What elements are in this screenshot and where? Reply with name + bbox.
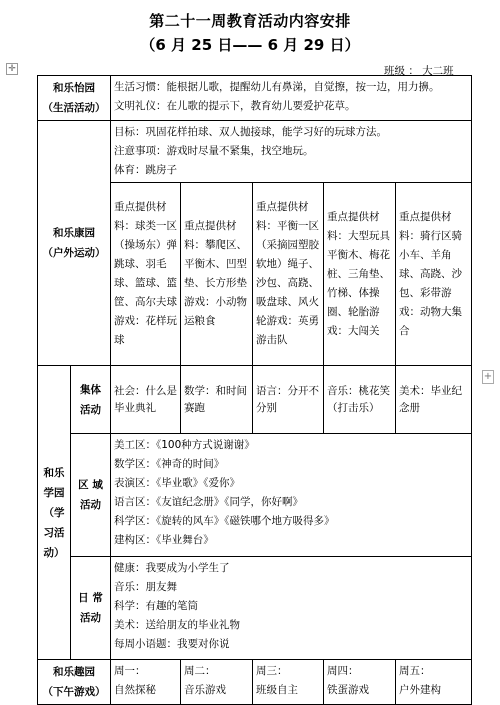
games-day: 周三： <box>256 665 288 677</box>
life-header <box>38 76 111 121</box>
collective-label <box>71 366 111 434</box>
life-row <box>38 76 472 121</box>
daily-item: 音乐：朋友舞 <box>114 581 177 593</box>
games-day-cell <box>253 660 324 705</box>
outdoor-sub: （户外运动） <box>42 247 106 259</box>
outdoor-row-top <box>38 121 472 183</box>
study-name-line: 习活 <box>43 526 65 539</box>
life-name: 和乐怡园 <box>53 82 95 94</box>
games-day: 周一： <box>114 665 146 677</box>
collective-label-line: 集体 <box>80 383 101 396</box>
games-day-cell <box>111 660 181 705</box>
daily-label-line: 活动 <box>80 612 101 624</box>
study-name-line: （学 <box>43 506 65 519</box>
region-item: 科学区：《旋转的风车》《磁铁哪个地方吸得多》 <box>114 515 335 527</box>
games-day: 周四： <box>327 665 359 677</box>
outdoor-pe: 体育：跳房子 <box>114 164 177 176</box>
region-label-line: 区 域 <box>78 479 103 491</box>
study-name-line: 和乐 <box>43 466 65 479</box>
games-activity: 铁蛋游戏 <box>327 684 369 696</box>
life-line: 文明礼仪：在儿歌的提示下，教育幼儿要爱护花草。 <box>114 100 356 112</box>
collective-item: 社会：什么是毕业典礼 <box>111 366 181 434</box>
daily-label <box>71 557 111 660</box>
games-day: 周五： <box>399 665 431 677</box>
outdoor-area: 重点提供材料：球类一区（操场东）弹跳球、羽毛球、篮球、篮筐、高尔夫球游戏：花样玩球 <box>111 183 181 366</box>
schedule-table <box>37 75 472 705</box>
region-item: 语言区：《友谊纪念册》《同学，你好啊》 <box>114 496 303 508</box>
games-day-cell <box>396 660 472 705</box>
region-label-line: 活动 <box>80 499 101 511</box>
region-content <box>111 434 472 557</box>
study-name-line: 动） <box>43 546 65 559</box>
outdoor-area: 重点提供材料：攀爬区、平衡木、凹型垫、长方形垫游戏：小动物运粮食 <box>181 183 253 366</box>
study-name-line: 学园 <box>43 486 65 499</box>
games-row <box>38 660 472 705</box>
add-column-icon[interactable]: + <box>483 371 493 382</box>
games-day: 周二： <box>184 665 216 677</box>
collective-item: 数学：和时间赛跑 <box>181 366 253 434</box>
daily-item: 科学：有趣的笔筒 <box>114 600 198 612</box>
games-activity: 自然探秘 <box>114 684 156 696</box>
outdoor-area: 重点提供材料：骑行区骑小车、羊角球、高跷、沙包、彩带游戏：动物大集合 <box>396 183 472 366</box>
games-header <box>38 660 111 705</box>
daily-content <box>111 557 472 660</box>
collective-item: 美术：毕业纪念册 <box>396 366 472 434</box>
date-range: （6 月 25 日—— 6 月 29 日） <box>140 36 360 54</box>
study-header <box>38 366 71 660</box>
games-name: 和乐趣园 <box>53 666 95 678</box>
collective-row <box>38 366 472 434</box>
region-row <box>38 434 472 557</box>
games-day-cell <box>181 660 253 705</box>
games-day-cell <box>324 660 396 705</box>
collective-item: 音乐：桃花笑（打击乐） <box>324 366 396 434</box>
outdoor-goal: 目标：巩固花样拍球、双人抛接球，能学习好的玩球方法。 <box>114 126 387 138</box>
region-item: 数学区：《神奇的时间》 <box>114 458 225 470</box>
games-activity: 班级自主 <box>256 684 298 696</box>
outdoor-header <box>38 121 111 366</box>
games-activity: 户外建构 <box>399 684 441 696</box>
table-move-handle-icon[interactable]: ✛ <box>6 63 18 75</box>
games-activity: 音乐游戏 <box>184 684 226 696</box>
class-info: 班级 ： 大二班 <box>384 65 454 77</box>
region-item: 美工区：《100种方式说谢谢》 <box>114 439 255 451</box>
outdoor-note: 注意事项：游戏时尽量不紧集，找空地玩。 <box>114 145 314 157</box>
daily-row <box>38 557 472 660</box>
daily-label-line: 日 常 <box>78 592 103 604</box>
daily-item: 美术：送给朋友的毕业礼物 <box>114 619 240 631</box>
outdoor-area: 重点提供材料：大型玩具平衡木、梅花桩、三角垫、竹梯、体操圈、轮胎游戏：大闯关 <box>324 183 396 366</box>
life-line: 生活习惯：能根据儿歌，提醒幼儿有鼻涕，自觉擦，按一边，用力擤。 <box>114 81 440 93</box>
region-item: 表演区：《毕业歌》《爱你》 <box>114 477 240 489</box>
collective-item: 语言：分开不分别 <box>253 366 324 434</box>
daily-item: 健康：我要成为小学生了 <box>114 562 230 574</box>
outdoor-goals <box>111 121 472 183</box>
life-content <box>111 76 472 121</box>
region-label <box>71 434 111 557</box>
region-item: 建构区：《毕业舞台》 <box>114 534 214 546</box>
daily-item: 每周小语题：我要对你说 <box>114 638 230 650</box>
life-sub: （生活活动） <box>42 102 106 114</box>
games-sub: （下午游戏） <box>42 686 106 698</box>
page-title: 第二十一周教育活动内容安排 <box>149 12 351 30</box>
collective-label-line: 活动 <box>80 403 101 416</box>
outdoor-area: 重点提供材料：平衡一区（采摘园塑胶软地）绳子、沙包、高跷、吸盘球、风火轮游戏：英勇游击队 <box>253 183 324 366</box>
outdoor-name: 和乐康园 <box>53 227 95 239</box>
